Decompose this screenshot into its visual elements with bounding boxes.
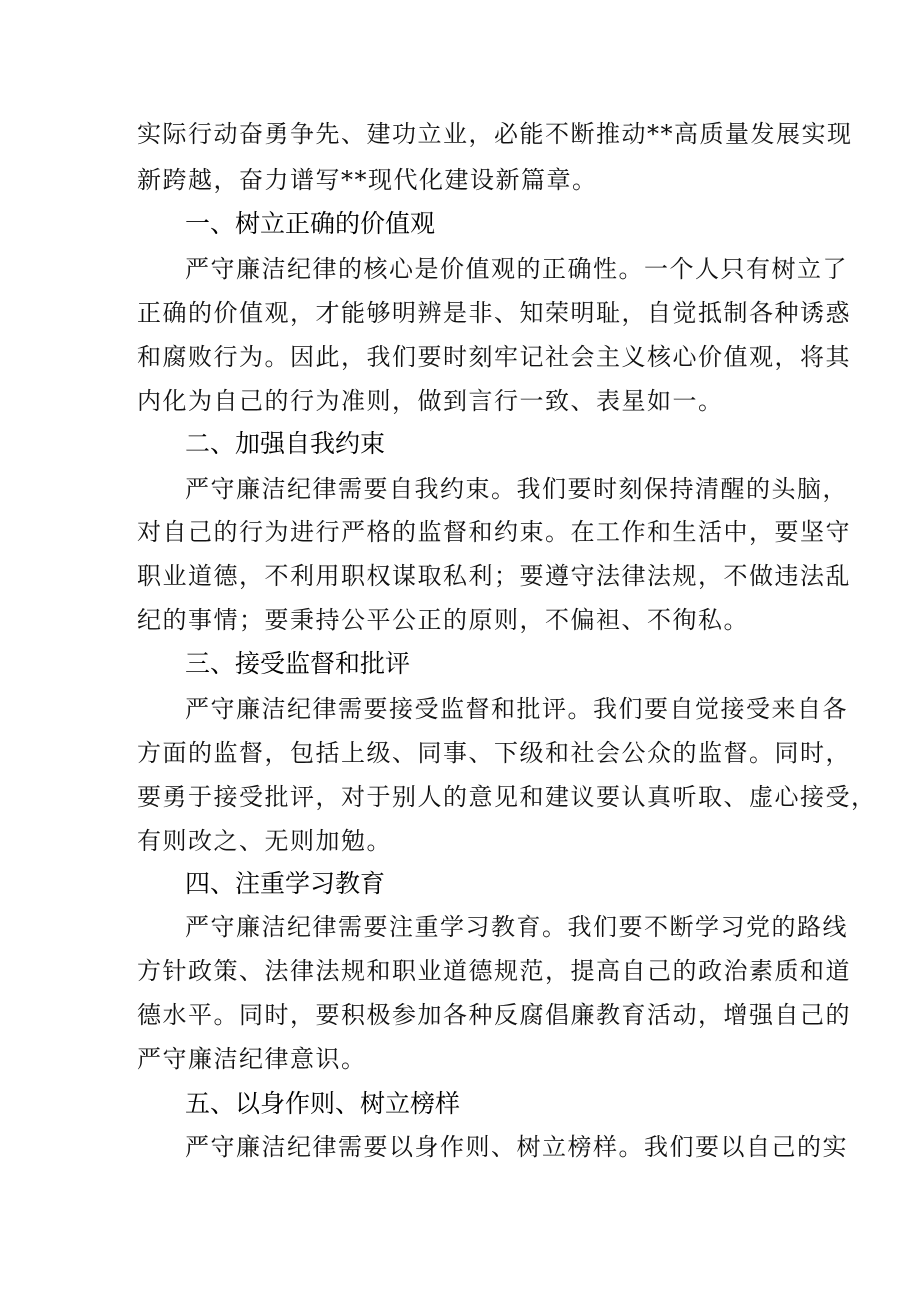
section-3-line-1: 严守廉洁纪律需要接受监督和批评。我们要自觉接受来自各 [185,695,848,723]
section-5-heading: 五、以身作则、树立榜样 [185,1089,461,1118]
section-1-line-2: 正确的价值观，才能够明辨是非、知荣明耻，自觉抵制各种诱惑 [137,299,851,327]
section-2-line-4: 纪的事情；要秉持公平公正的原则，不偏袒、不徇私。 [137,606,749,634]
section-3-heading: 三、接受监督和批评 [185,649,411,678]
section-3-line-3: 要勇于接受批评，对于别人的意见和建议要认真听取、虚心接受， [137,783,877,811]
intro-line-1: 实际行动奋勇争先、建功立业，必能不断推动**高质量发展实现 [137,120,853,148]
section-4-line-2: 方针政策、法律法规和职业道德规范，提高自己的政治素质和道 [137,957,851,985]
section-3-line-4: 有则改之、无则加勉。 [137,827,392,855]
section-4-line-3: 德水平。同时，要积极参加各种反腐倡廉教育活动，增强自己的 [137,1001,851,1029]
intro-line-2: 新跨越，奋力谱写**现代化建设新篇章。 [137,166,598,194]
section-5-line-1: 严守廉洁纪律需要以身作则、树立榜样。我们要以自己的实 [185,1133,848,1161]
section-1-line-1: 严守廉洁纪律的核心是价值观的正确性。一个人只有树立了 [185,255,848,283]
section-3-line-2: 方面的监督，包括上级、同事、下级和社会公众的监督。同时， [137,739,851,767]
section-1-heading: 一、树立正确的价值观 [185,209,436,238]
section-4-heading: 四、注重学习教育 [185,869,386,898]
section-1-line-3: 和腐败行为。因此，我们要时刻牢记社会主义核心价值观，将其 [137,343,851,371]
section-2-line-2: 对自己的行为进行严格的监督和约束。在工作和生活中，要坚守 [137,518,851,546]
section-2-heading: 二、加强自我约束 [185,429,386,458]
section-4-line-1: 严守廉洁纪律需要注重学习教育。我们要不断学习党的路线 [185,913,848,941]
section-2-line-1: 严守廉洁纪律需要自我约束。我们要时刻保持清醒的头脑， [185,475,848,503]
section-2-line-3: 职业道德，不利用职权谋取私利；要遵守法律法规，不做违法乱 [137,562,851,590]
section-4-line-4: 严守廉洁纪律意识。 [137,1045,367,1073]
section-1-line-4: 内化为自己的行为准则，做到言行一致、表星如一。 [137,387,724,415]
